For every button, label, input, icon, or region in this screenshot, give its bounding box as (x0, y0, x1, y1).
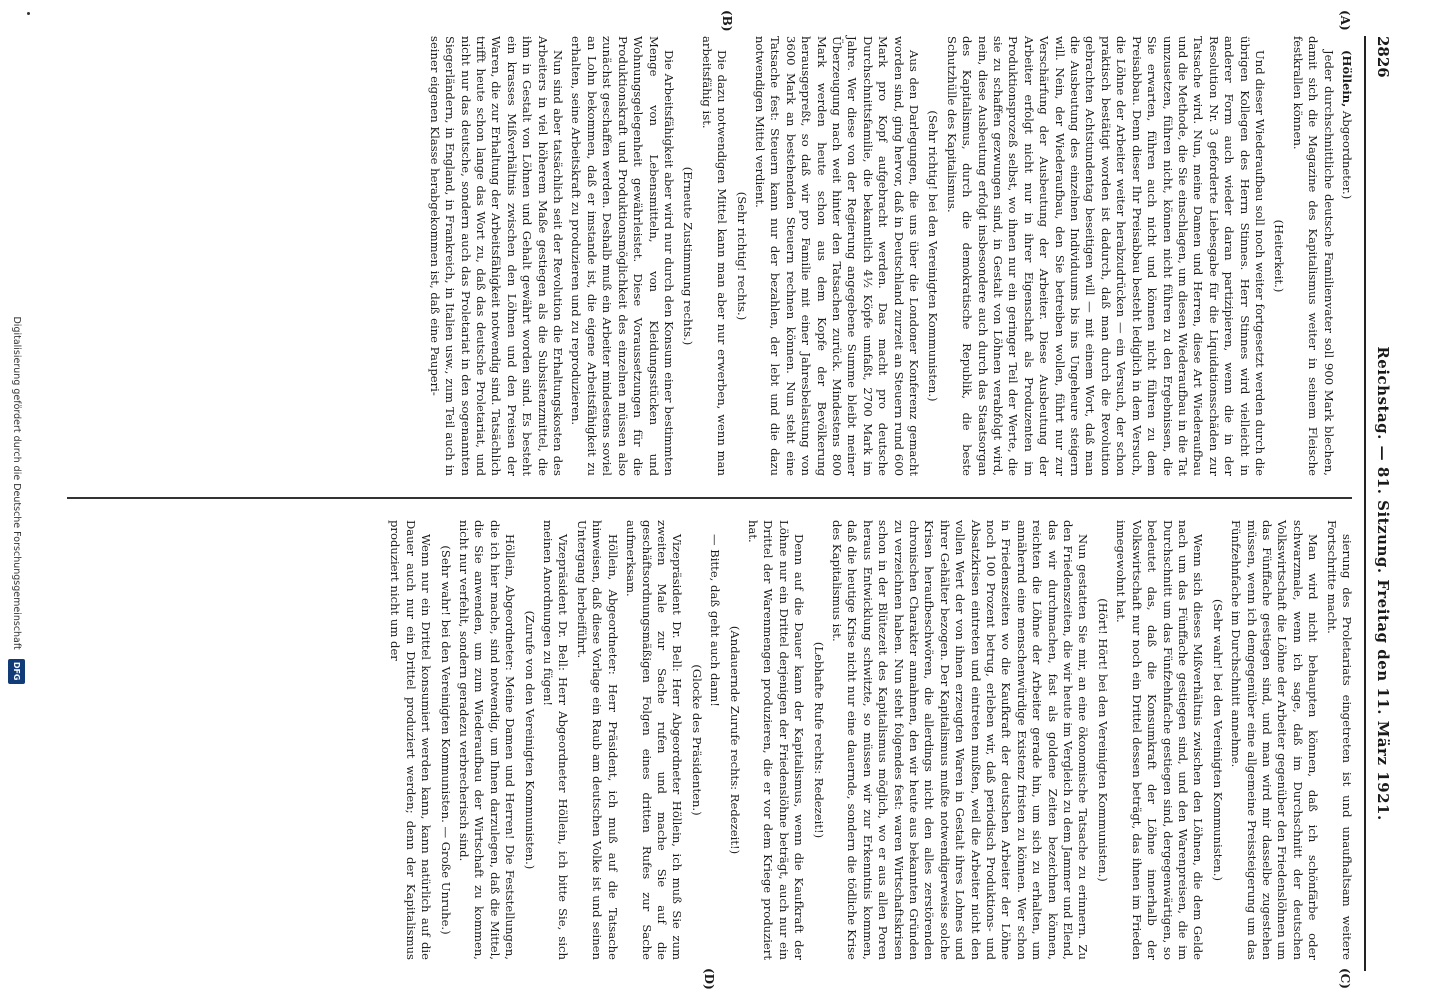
margin-marker-c: (C) (1338, 968, 1352, 989)
page-footer (8, 0, 25, 1000)
interjection: (Andauernde Zurufe rechts: Redezeit!) (727, 625, 742, 855)
interjection: (Zurufe von den Vereinigten Kommunisten.) (522, 610, 537, 870)
paragraph: Denn auf die Dauer kann der Kapitalismus, wenn die Kaufkraft der Löhne nur ein Drittel derjenigen der Friedenslöhne beträgt, auch nur ein Drittel der Warenmengen produzieren, die er vor dem Kriege produziert hat. (745, 520, 807, 960)
margin-marker-a: (A) (1338, 10, 1352, 31)
scan-dot (27, 12, 30, 15)
column-divider (67, 497, 1352, 499)
paragraph: Man wird nicht behaupten können, daß ich schönfärbe oder schwarzmale, wenn ich sage, daß im Durchschnitt der deutschen Volkswirtschaft die Löhne der Arbeiter gegenüber den Friedenslöhnen um das Fünffache gestiegen sind, und man wird mir dasselbe zugestehen müssen, wenn ich demgegenüber eine allgemeine Preissteigerung um das Fünfzehnfache im Durchschnitt annehme. (1229, 520, 1321, 960)
page-number: 2826 (1374, 36, 1392, 78)
interjection: (Sehr wahr! bei den Vereinigten Kommunisten. — Große Unruhe.) (438, 545, 453, 935)
interjection: (Erneute Zustimmung rechts.) (681, 166, 696, 346)
interjection: (Heiterkeit.) (1272, 219, 1287, 293)
interjection: (Sehr richtig! rechts.) (734, 191, 749, 321)
paragraph: Nun gestatten Sie mir, an eine ökonomische Tatsache zu erinnern. Zu den Friedenszeiten, die wir heute im Vergleich zu dem Jammer und Elend, das wir durchmachen, fast als goldene Zeiten bezeichnen können, reichten die Löhne der Arbeiter gerade hin, um sich zu erhalten, um annähernd eine menschenwürdige Existenz fristen zu können. Wer schon in Friedenszeiten wo die Kaufkraft der deutschen Arbeiter der Löhne noch 100 Prozent betrug, erleben wir, daß periodisch Produktions- und Absatzkrisen eintreten und eintreten mußten, weil die Arbeiter nicht den vollen Wert der von ihnen erzeugten Waren in Gestalt ihres Lohnes und ihrer Gehälter bezogen. Der Kapitalismus mußte notwendigerweise solche Krisen heraufbeschwören, die allerdings nicht den alles zerstörenden chronischen Charakter annahmen, den wir heute aus bekannten Gründen zu verzeichnen haben. Nun steht folgendes fest: waren Wirtschaftskrisen schon in der Blütezeit des Kapitalismus möglich, wo er aus allen Poren heraus Entwicklung schwitzte, so müssen wir zur Erkenntnis kommen, daß die heutige Krise nicht nur eine dauernde, sondern die tödliche Krise des Kapitalismus ist. (830, 520, 1091, 960)
paragraph: Vizepräsident Dr. Bell: Herr Abgeordneter Höllein, ich muß Sie zum zweiten Male zur Sache rufen und mache Sie auf die geschäftsordnungsmäßigen Folgen eines dritten Rufes zur Sache aufmerksam. (624, 520, 685, 960)
speaker-role: Abgeordneter.) (1340, 110, 1354, 200)
paragraph: — Bitte, daß geht auch dann! (708, 534, 723, 707)
footer-text: Digitalisierung gefördert durch die Deutsche Forschungsgemeinschaft (11, 316, 23, 650)
paragraph: Und dieser Wiederaufbau soll noch weiter fortgesetzt werden durch die übrigen Kollegen des Herrn Stinnes. Herr Stinnes wird vielleicht in anderer Form auch wieder daran partizipieren, wenn die in der Resolution Nr. 3 geforderte Liebesgabe für die Liquidationsschäden zur Tatsache wird. Nun, meine Damen und Herren, diese Art Wiederaufbau und die Methode, die Sie einschlagen, um diesen Wiederaufbau in die Tat umzusetzen, führen nicht, können nicht führen zu den Ergebnissen, die Sie erwarten, führen auch nicht und können nicht führen zu dem Preisabbau. Denn dieser Ihr Preisabbau besteht lediglich in dem Versuch, die Löhne der Arbeiter weiter herabzudrücken — ein Versuch, der schon praktisch bestätigt worden ist dadurch, daß man durch die Revolution gebrachten Achtstundentag beseitigen will — mit einem Wort, daß man die Ausbeutung des einzelnen Individuums bis ins Ungeheure steigern will. Nein, der Wiederaufbau, den Sie betreiben wollen, führt nur zur Verschärfung der Ausbeutung der Arbeiter. Diese Ausbeutung der Arbeiter erfolgt nicht nur in ihrer Eigenschaft als Produzenten im Produktionsprozeß selbst, wo ihnen nur ein geringer Teil der Werte, die sie zu schaffen gezwungen sind, in Gestalt von Löhnen verabfolgt wird, nein, diese Ausbeutung erfolgt insbesondere auch durch das Staatsorgan des Kapitalismus, durch die demokratische Republik, die beste Schutzhülle des Kapitalismus. (944, 36, 1267, 476)
margin-marker-b: (B) (720, 10, 734, 32)
running-head: Reichstag. — 81. Sitzung. Freitag den 11. März 1921. (1374, 346, 1392, 821)
paragraph: Die Arbeitsfähigkeit aber wird nur durch den Konsum einer bestimmten Menge von Lebensmitteln, von Kleidungsstücken und Wohnungsgelegenheit gewährleistet. Diese Voraussetzungen für die Produktionskraft und Produktionsmöglichkeit des einzelnen müssen also zunächst geschaffen werden. Deshalb muß ein Arbeiter mindestens soviel an Lohn bekommen, daß er imstande ist, die eigene Arbeitsfähigkeit zu erhalten, seine Arbeitskraft zu produzieren und zu reproduzieren. (569, 36, 676, 476)
paragraph: Wenn sich dieses Mißverhältnis zwischen den Löhnen, die dem Gelde nach um das Fünffache gestiegen sind, und den Warenpreisen, die im Durchschnitt um das Fünfzehnfache gestiegen sind, dergegenwärtigen, so bedeutet das, daß die Konsumkraft der Löhne innerhalb der Volkswirtschaft nur noch ein Drittel dessen beträgt, das ihnen im Frieden innegewohnt hat. (1114, 520, 1206, 960)
paragraph: Jeder durchschnittliche deutsche Familienvater soll 900 Mark blechen, damit sich die Magazine des Kapitalismus weiter in seinem Fleische festkrallen können. (1290, 36, 1336, 476)
dfg-logo: DFG (8, 659, 25, 684)
interjection: (Sehr wahr! bei den Vereinigten Kommunisten.) (1210, 599, 1225, 881)
paragraph: Wenn nur ein Drittel konsumiert werden kann, kann natürlich auf die Dauer auch nur ein Drittel produziert werden; denn der Kapitalismus produziert nicht um der (388, 520, 434, 960)
paragraph: sierung des Proletariats eingetreten ist und unaufhaltsam weitere Fortschritte macht. (1324, 520, 1354, 960)
paragraph: Nun sind aber tatsächlich seit der Revolution die Erhaltungskosten des Arbeiters in viel höherem Maße gestiegen als die Subsistenzmittel, die ihm in Gestalt von Löhnen und Gehalt gewährt worden sind. Es besteht ein krasses Mißverhältnis zwischen den Löhnen und den Preisen der Waren, die zur Erhaltung der Arbeitsfähigkeit notwendig sind. Tatsächlich trifft heute schon lange das Wort zu, daß das deutsche Proletariat, und nicht nur das deutsche, sondern auch das Proletariat in den sogenannten Siegerländern, in England, in Frankreich, in Italien usw., zum Teil auch in seiner eigenen Klasse herabgekommen ist, daß eine Pauperi- (427, 36, 566, 476)
interjection: (Hört! Hört! bei den Vereinigten Kommunisten.) (1095, 598, 1110, 882)
paragraph: Höllein, Abgeordneter: Herr Präsident, ich muß auf die Tatsache hinweisen, daß diese Vorlage ein Raub am deutschen Volke ist und seinen Untergang herbeiführt. (574, 520, 620, 960)
left-column (423, 36, 1354, 476)
interjection: (Sehr richtig! bei den Vereinigten Kommunisten.) (926, 110, 941, 402)
interjection: (Lebhafte Rufe rechts: Redezeit!) (811, 641, 826, 839)
right-column (384, 520, 1354, 960)
page-header (1364, 36, 1392, 971)
paragraph: Aus den Darlegungen, die uns über die Londoner Konferenz gemacht worden sind, ging hervor, daß in Deutschland zurzeit an Steuern rund 600 Mark pro Kopf aufgebracht werden. Das macht pro deutsche Durchschnittsfamilie, die bekanntlich 4½ Köpfe umfaßt, 2700 Mark im Jahre. Wer diese von der Regierung angegebene Summe bleibt meiner Überzeugung nach weit hinter den Tatsachen zurück. Mindestens 800 Mark werden heute schon aus dem Kopfe der Bevölkerung herausgepreßt, so daß wir pro Familie mit einer Jahresbelastung von 3600 Mark an bestehenden Steuern rechnen können. Nun steht eine Tatsache fest: Steuern kann nur der bezahlen, der lebt und die dazu notwendigen Mittel verdient. (752, 36, 922, 476)
paragraph: Höllein, Abgeordneter: Meine Damen und Herren! Die Feststellungen, die ich hier mache, sind notwendig, um Ihnen darzulegen, daß die Mittel, die Sie anwenden, um zum Wiederaufbau der Wirtschaft zu kommen, nicht nur verfehlt, sondern geradezu verbrecherisch sind. (457, 520, 518, 960)
paragraph: Die dazu notwendigen Mittel kann man aber nur erwerben, wenn man arbeitsfähig ist. (699, 36, 730, 476)
margin-marker-d: (D) (702, 968, 716, 990)
paragraph: Vizepräsident Dr. Bell: Herr Abgeordneter Höllein, ich bitte Sie, sich meinen Anordnungen zu fügen! (541, 520, 571, 960)
interjection: (Glocke des Präsidenten.) (689, 664, 704, 816)
speaker-line (1339, 36, 1354, 476)
speaker-name: (Höllein, (1340, 50, 1354, 108)
